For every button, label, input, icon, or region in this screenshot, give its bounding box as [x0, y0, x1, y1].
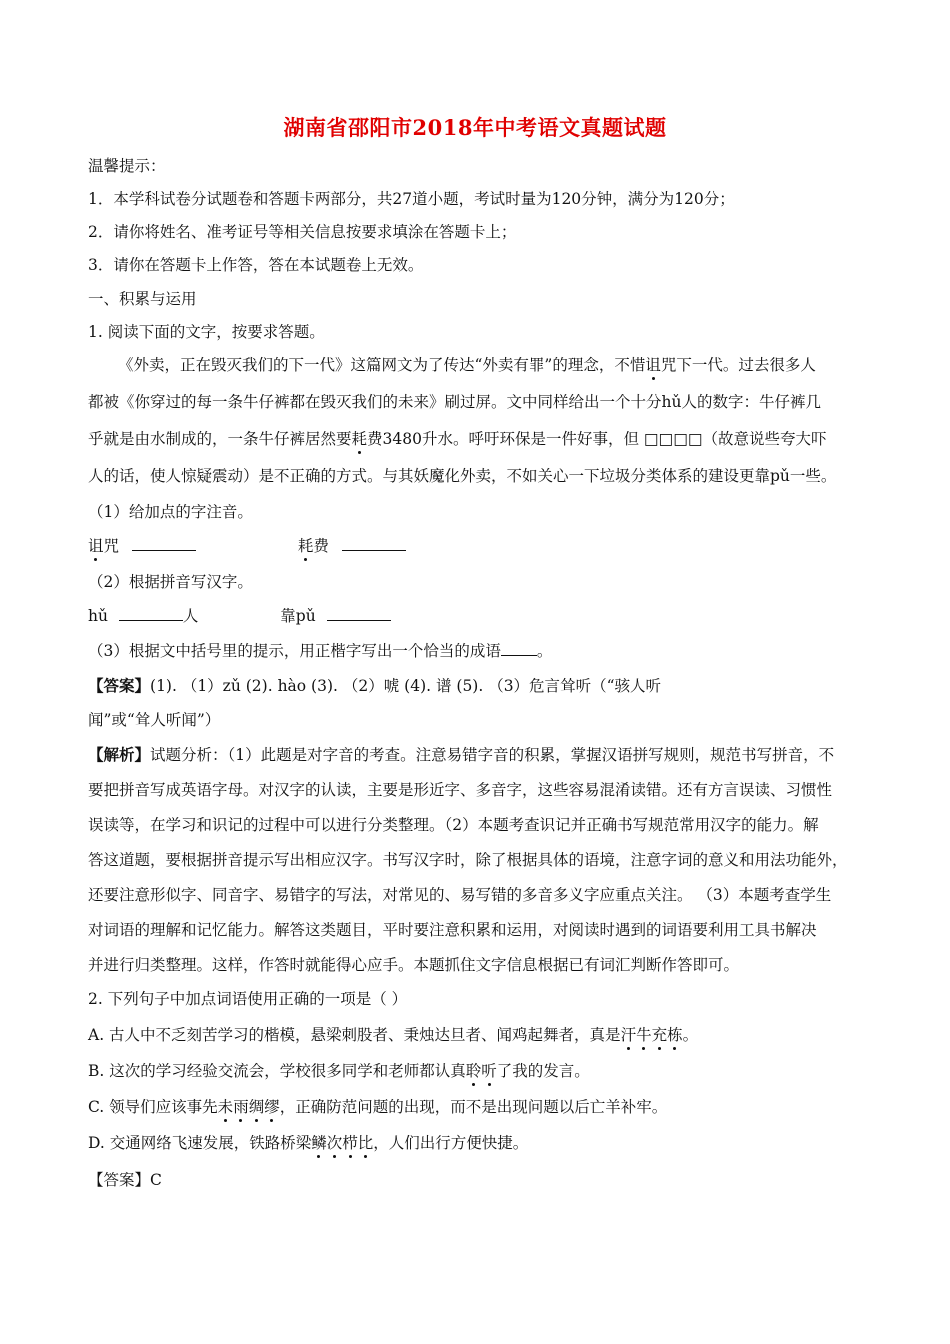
analysis-label: 【解析】: [88, 745, 151, 764]
sub-question-1-blanks: 诅咒 耗费: [88, 536, 878, 556]
sub-question-2-blanks: hǔ 人 靠pǔ: [88, 606, 878, 626]
analysis-line-2: 要把拼音写成英语字母。对汉字的认读，主要是形近字、多音字，这些容易混淆读错。还有方言误读、习惯性: [88, 781, 833, 799]
passage-line-1: 《外卖，正在毁灭我们的下一代》这篇网文为了传达“外卖有罪”的理念，不惜诅咒下一代。过去很多人: [118, 356, 816, 374]
question-2-answer: 【答案】C: [88, 1171, 162, 1189]
analysis-line-6: 对词语的理解和记忆能力。解答这类题目，平时要注意积累和运用，对阅读时遇到的词语要利用工具书解决: [88, 921, 817, 939]
sub-question-3: （3）根据文中括号里的提示，用正楷字写出一个恰当的成语 。: [88, 642, 553, 660]
tip-item-1: 1．本学科试卷分试题卷和答题卡两部分，共27道小题，考试时量为120分钟，满分为120分；: [88, 190, 735, 208]
dotted-char: 诅: [645, 356, 661, 374]
answer-line-2: 闻”或“耸人听闻”）: [88, 711, 221, 729]
dotted-char: 耗: [297, 537, 314, 555]
tip-item-3: 3．请你在答题卡上作答，答在本试题卷上无效。: [88, 256, 424, 274]
passage-line-3: 乎就是由水制成的，一条牛仔裤居然要耗费3480升水。呼吁环保是一件好事，但 □□□□（故意说些夸大吓: [88, 430, 827, 448]
option-c: C. 领导们应该事先未雨绸缪，正确防范问题的出现，而不是出现问题以后亡羊补牢。: [88, 1098, 668, 1116]
option-b: B. 这次的学习经验交流会，学校很多同学和老师都认真聆听了我的发言。: [88, 1062, 590, 1080]
answer-label: 【答案】: [88, 676, 151, 695]
passage-line-2: 都被《你穿过的每一条牛仔裤都在毁灭我们的未来》刷过屏。文中同样给出一个十分hǔ人的数字：牛仔裤几: [88, 393, 821, 411]
analysis-line-1: 【解析】试题分析：（1）此题是对字音的考查。注意易错字音的积累，掌握汉语拼写规则，规范书写拼音，不: [88, 745, 835, 764]
section-heading: 一、积累与运用: [88, 290, 197, 308]
passage-line-4: 人的话，使人惊疑震动）是不正确的方式。与其妖魔化外卖，不如关心一下垃圾分类体系的建设更靠pǔ一些。: [88, 467, 837, 485]
answer-line-1: 【答案】(1). （1）zǔ (2). hào (3). （2）唬 (4). 谱 (5). （3）危言耸听（“骇人听: [88, 676, 661, 695]
analysis-line-5: 还要注意形似字、同音字、易错字的写法，对常见的、易写错的多音多义字应重点关注。 （3）本题考查学生: [88, 886, 832, 904]
dotted-char: 耗: [351, 430, 368, 448]
sub-question-2: （2）根据拼音写汉字。: [88, 573, 253, 591]
question-2-stem: 2. 下列句子中加点词语使用正确的一项是（ ）: [88, 990, 408, 1008]
sub-question-1: （1）给加点的字注音。: [88, 503, 253, 521]
question-1-stem: 1. 阅读下面的文字，按要求答题。: [88, 323, 325, 341]
analysis-line-3: 误读等，在学习和识记的过程中可以进行分类整理。（2）本题考查识记并正确书写规范常用汉字的能力。解: [88, 816, 819, 834]
option-d: D. 交通网络飞速发展，铁路桥梁鳞次栉比，人们出行方便快捷。: [88, 1134, 529, 1152]
option-a: A. 古人中不乏刻苦学习的楷模，悬梁刺股者、秉烛达旦者、闻鸡起舞者，真是汗牛充栋。: [88, 1026, 699, 1044]
page-title: 湖南省邵阳市2018年中考语文真题试题: [283, 115, 667, 140]
dotted-char: 诅: [88, 537, 104, 555]
analysis-line-7: 并进行归类整理。这样，作答时就能得心应手。本题抓住文字信息根据已有词汇判断作答即可。: [88, 956, 740, 974]
analysis-line-4: 答这道题，要根据拼音提示写出相应汉字。书写汉字时，除了根据具体的语境，注意字词的意义和用法功能外，: [88, 851, 848, 869]
tip-item-2: 2．请你将姓名、准考证号等相关信息按要求填涂在答题卡上；: [88, 223, 517, 241]
tips-heading: 温馨提示：: [88, 157, 166, 175]
